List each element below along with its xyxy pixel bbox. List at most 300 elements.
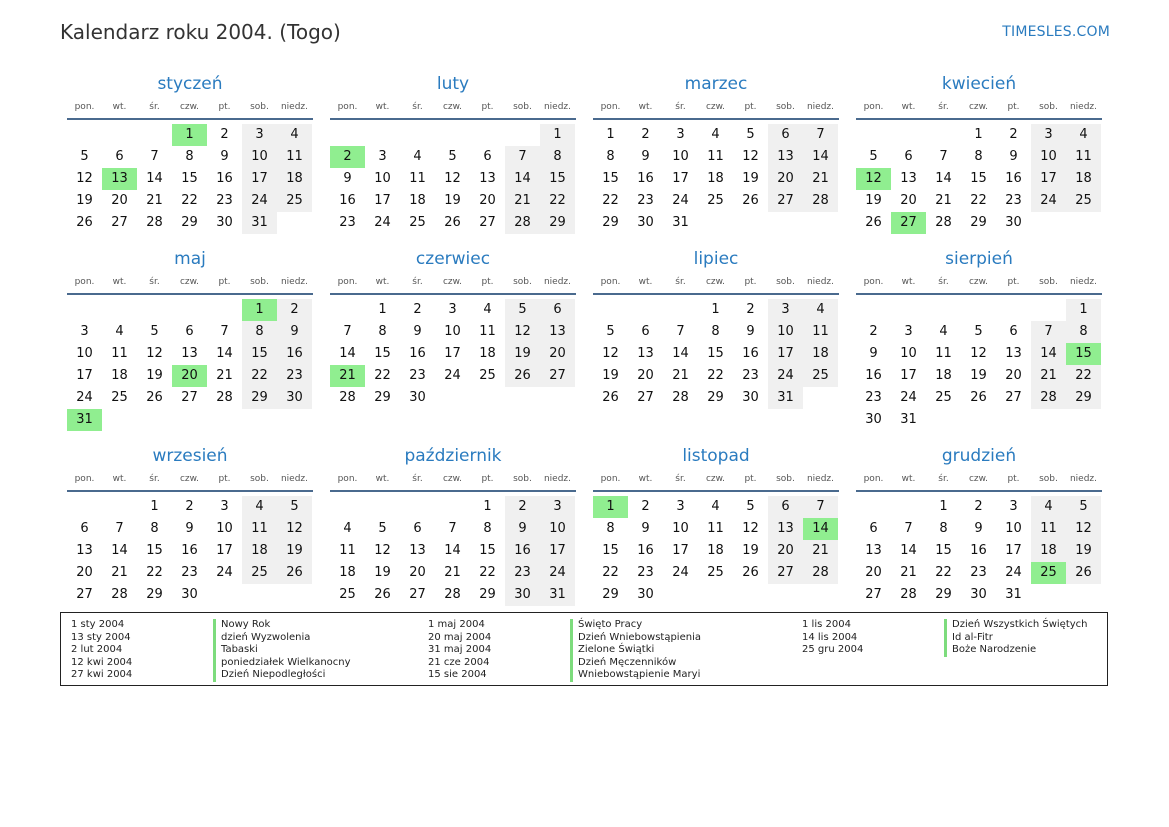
day-cell: 31 (768, 387, 803, 409)
day-cell: 7 (448, 521, 457, 536)
day-cell: 30 (277, 387, 312, 409)
day-cell: 10 (374, 171, 391, 186)
day-cell: 6 (904, 149, 913, 164)
day-cell: 22 (479, 565, 496, 580)
day-cell: 13 (540, 321, 575, 343)
empty-cell (102, 299, 137, 321)
weekday-label: pon. (600, 102, 621, 112)
day-cell: 1 (540, 124, 575, 146)
empty-cell (102, 496, 137, 518)
weekday-label: śr. (412, 277, 423, 287)
day-cell: 11 (479, 324, 496, 339)
legend-dates-column (802, 619, 863, 657)
day-cell: 25 (339, 587, 356, 602)
holiday-day-cell: 1 (242, 299, 277, 321)
day-cell: 20 (76, 565, 93, 580)
day-cell: 10 (444, 324, 461, 339)
day-cell: 13 (900, 171, 917, 186)
day-cell: 12 (742, 149, 759, 164)
day-cell: 25 (707, 193, 724, 208)
day-cell: 19 (970, 368, 987, 383)
day-cell: 19 (277, 540, 312, 562)
empty-cell (856, 299, 891, 321)
day-cell: 10 (1031, 146, 1066, 168)
day-cell: 28 (216, 390, 233, 405)
weekday-label: pon. (337, 474, 358, 484)
legend-date: 1 lis 2004 (802, 619, 851, 630)
day-cell: 16 (637, 171, 654, 186)
day-cell: 23 (865, 390, 882, 405)
day-cell: 4 (483, 302, 492, 317)
day-cell: 5 (1066, 496, 1101, 518)
day-grid (330, 299, 576, 409)
day-cell: 7 (343, 324, 352, 339)
day-cell: 24 (672, 565, 689, 580)
legend-date: 12 kwi 2004 (71, 656, 133, 668)
day-cell: 7 (150, 149, 159, 164)
weekday-header (856, 271, 1102, 295)
day-cell: 28 (111, 587, 128, 602)
day-cell: 18 (339, 565, 356, 580)
day-cell: 23 (1005, 193, 1022, 208)
day-cell: 27 (768, 190, 803, 212)
day-cell: 3 (904, 324, 913, 339)
day-cell: 7 (115, 521, 124, 536)
day-cell: 11 (803, 321, 838, 343)
day-grid (67, 124, 313, 234)
day-cell: 28 (1031, 387, 1066, 409)
month-name: luty (436, 74, 470, 94)
day-cell: 29 (602, 215, 619, 230)
day-cell: 12 (146, 346, 163, 361)
month-calendar (856, 444, 1102, 606)
day-cell: 27 (865, 587, 882, 602)
empty-cell (67, 124, 102, 146)
day-cell: 17 (444, 346, 461, 361)
day-cell: 8 (1066, 321, 1101, 343)
day-cell: 2 (974, 499, 983, 514)
day-cell: 22 (602, 193, 619, 208)
weekday-label: śr. (938, 277, 949, 287)
day-cell: 22 (707, 368, 724, 383)
day-cell: 21 (1031, 365, 1066, 387)
day-cell: 2 (185, 499, 194, 514)
weekday-label: sob. (776, 277, 795, 287)
day-cell: 9 (641, 149, 650, 164)
legend-date: 21 cze 2004 (428, 656, 490, 668)
day-cell: 2 (641, 499, 650, 514)
day-cell: 4 (803, 299, 838, 321)
day-grid (593, 299, 839, 409)
day-cell: 13 (637, 346, 654, 361)
day-cell: 10 (540, 518, 575, 540)
empty-cell (137, 124, 172, 146)
weekday-label: pt. (744, 102, 757, 112)
month-calendar (593, 444, 839, 606)
day-cell: 21 (216, 368, 233, 383)
empty-cell (102, 124, 137, 146)
legend-holiday-name: Dzień Wniebowstąpienia (570, 632, 701, 645)
day-cell: 1 (711, 302, 720, 317)
day-cell: 18 (935, 368, 952, 383)
day-cell: 19 (374, 565, 391, 580)
day-cell: 12 (970, 346, 987, 361)
day-cell: 14 (672, 346, 689, 361)
day-cell: 11 (277, 146, 312, 168)
day-cell: 17 (768, 343, 803, 365)
weekday-label: niedz. (806, 277, 835, 287)
month-calendar (330, 247, 576, 409)
month-name: listopad (682, 446, 750, 466)
weekday-label: czw. (179, 277, 200, 287)
month-calendar (856, 247, 1102, 431)
day-cell: 10 (672, 521, 689, 536)
legend-date: 15 sie 2004 (428, 669, 487, 681)
day-cell: 28 (803, 190, 838, 212)
weekday-label: śr. (675, 474, 686, 484)
day-cell: 13 (409, 543, 426, 558)
month-name: czerwiec (415, 249, 491, 269)
day-cell: 20 (900, 193, 917, 208)
legend-holiday-name: Wniebowstąpienie Maryi (570, 669, 701, 682)
day-cell: 13 (768, 518, 803, 540)
month-name: maj (174, 249, 206, 269)
day-cell: 1 (378, 302, 387, 317)
day-cell: 5 (378, 521, 387, 536)
holiday-day-cell: 1 (593, 496, 628, 518)
day-cell: 8 (378, 324, 387, 339)
day-cell: 19 (602, 368, 619, 383)
empty-cell (330, 496, 365, 518)
day-cell: 29 (602, 587, 619, 602)
day-cell: 8 (150, 521, 159, 536)
day-cell: 30 (216, 215, 233, 230)
weekday-header (67, 96, 313, 120)
day-cell: 5 (746, 127, 755, 142)
day-cell: 9 (343, 171, 352, 186)
weekday-label: wt. (375, 277, 390, 287)
month-calendar (67, 247, 313, 431)
empty-cell (891, 496, 926, 518)
weekday-label: wt. (638, 102, 653, 112)
day-cell: 7 (1031, 321, 1066, 343)
weekday-label: niedz. (806, 474, 835, 484)
day-cell: 5 (150, 324, 159, 339)
day-cell: 6 (483, 149, 492, 164)
day-cell: 7 (505, 146, 540, 168)
weekday-label: śr. (412, 474, 423, 484)
day-cell: 6 (185, 324, 194, 339)
day-cell: 12 (76, 171, 93, 186)
day-cell: 24 (374, 215, 391, 230)
day-cell: 29 (242, 387, 277, 409)
day-cell: 21 (111, 565, 128, 580)
day-cell: 29 (181, 215, 198, 230)
day-cell: 5 (448, 149, 457, 164)
day-cell: 12 (742, 521, 759, 536)
day-grid (330, 124, 576, 234)
day-cell: 3 (768, 299, 803, 321)
empty-cell (926, 124, 961, 146)
weekday-label: czw. (968, 474, 989, 484)
day-cell: 10 (768, 321, 803, 343)
day-cell: 29 (374, 390, 391, 405)
day-cell: 30 (181, 587, 198, 602)
day-cell: 13 (865, 543, 882, 558)
holiday-day-cell: 25 (1031, 562, 1066, 584)
weekday-header (330, 271, 576, 295)
day-cell: 2 (505, 496, 540, 518)
brand-link[interactable]: TIMESLES.COM (1002, 24, 1110, 40)
day-cell: 12 (602, 346, 619, 361)
day-cell: 1 (150, 499, 159, 514)
empty-cell (505, 124, 540, 146)
day-cell: 13 (76, 543, 93, 558)
day-cell: 9 (1009, 149, 1018, 164)
day-cell: 16 (216, 171, 233, 186)
legend-names-column (213, 619, 351, 682)
day-cell: 28 (505, 212, 540, 234)
legend-date: 2 lut 2004 (71, 644, 123, 656)
day-cell: 3 (676, 127, 685, 142)
day-cell: 26 (505, 365, 540, 387)
day-cell: 4 (242, 496, 277, 518)
day-cell: 8 (540, 146, 575, 168)
day-cell: 21 (444, 565, 461, 580)
day-cell: 9 (220, 149, 229, 164)
weekday-label: śr. (675, 102, 686, 112)
month-name: grudzień (941, 446, 1017, 466)
holiday-day-cell: 13 (102, 168, 137, 190)
day-cell: 23 (277, 365, 312, 387)
day-cell: 15 (602, 171, 619, 186)
day-cell: 9 (869, 346, 878, 361)
day-cell: 6 (768, 124, 803, 146)
day-cell: 19 (444, 193, 461, 208)
day-cell: 8 (483, 521, 492, 536)
day-cell: 31 (242, 212, 277, 234)
weekday-label: pon. (863, 277, 884, 287)
weekday-label: sob. (776, 474, 795, 484)
day-cell: 12 (277, 518, 312, 540)
weekday-label: wt. (901, 277, 916, 287)
day-cell: 19 (505, 343, 540, 365)
day-cell: 15 (181, 171, 198, 186)
weekday-label: sob. (250, 277, 269, 287)
empty-cell (996, 299, 1031, 321)
empty-cell (926, 299, 961, 321)
day-cell: 17 (1005, 543, 1022, 558)
day-cell: 24 (768, 365, 803, 387)
day-cell: 26 (742, 565, 759, 580)
day-cell: 23 (742, 368, 759, 383)
day-cell: 18 (479, 346, 496, 361)
day-cell: 14 (1031, 343, 1066, 365)
month-calendar (856, 72, 1102, 234)
day-cell: 22 (602, 565, 619, 580)
weekday-label: niedz. (1069, 474, 1098, 484)
legend-holiday-name: Id al-Fitr (944, 632, 1088, 645)
day-cell: 28 (803, 562, 838, 584)
day-cell: 2 (1009, 127, 1018, 142)
day-cell: 30 (637, 215, 654, 230)
weekday-label: pt. (1007, 277, 1020, 287)
holiday-day-cell: 1 (172, 124, 207, 146)
weekday-label: śr. (412, 102, 423, 112)
day-cell: 5 (869, 149, 878, 164)
day-cell: 25 (803, 365, 838, 387)
day-cell: 6 (115, 149, 124, 164)
legend-holiday-name: Dzień Niepodległości (213, 669, 351, 682)
weekday-label: czw. (179, 102, 200, 112)
day-cell: 26 (146, 390, 163, 405)
day-cell: 25 (707, 565, 724, 580)
holiday-day-cell: 12 (856, 168, 891, 190)
weekday-label: śr. (938, 102, 949, 112)
weekday-label: pon. (863, 474, 884, 484)
day-cell: 15 (707, 346, 724, 361)
day-cell: 11 (1031, 518, 1066, 540)
month-calendar (67, 444, 313, 606)
empty-cell (891, 124, 926, 146)
day-cell: 6 (413, 521, 422, 536)
legend-holiday-name: Boże Narodzenie (944, 644, 1088, 657)
legend-dates-column (428, 619, 491, 682)
weekday-label: pt. (481, 474, 494, 484)
weekday-label: czw. (179, 474, 200, 484)
day-cell: 25 (935, 390, 952, 405)
day-cell: 23 (339, 215, 356, 230)
day-cell: 20 (637, 368, 654, 383)
weekday-label: sob. (513, 474, 532, 484)
day-cell: 18 (242, 540, 277, 562)
weekday-label: pt. (481, 277, 494, 287)
day-cell: 20 (409, 565, 426, 580)
day-cell: 6 (869, 521, 878, 536)
weekday-label: niedz. (1069, 277, 1098, 287)
month-name: kwiecień (941, 74, 1017, 94)
day-cell: 31 (540, 584, 575, 606)
day-cell: 25 (409, 215, 426, 230)
weekday-header (330, 468, 576, 492)
weekday-label: pon. (74, 277, 95, 287)
empty-cell (137, 299, 172, 321)
weekday-header (67, 468, 313, 492)
month-calendar (330, 444, 576, 606)
weekday-label: sob. (513, 102, 532, 112)
holiday-day-cell: 2 (330, 146, 365, 168)
weekday-header (593, 96, 839, 120)
day-cell: 18 (707, 171, 724, 186)
weekday-label: czw. (705, 277, 726, 287)
day-cell: 19 (76, 193, 93, 208)
empty-cell (365, 124, 400, 146)
day-cell: 8 (974, 149, 983, 164)
weekday-header (856, 96, 1102, 120)
weekday-label: wt. (375, 102, 390, 112)
day-cell: 4 (1031, 496, 1066, 518)
weekday-label: pon. (337, 102, 358, 112)
empty-cell (400, 124, 435, 146)
empty-cell (593, 299, 628, 321)
weekday-label: pon. (74, 474, 95, 484)
day-cell: 10 (216, 521, 233, 536)
legend-holiday-name: Tabaski (213, 644, 351, 657)
day-cell: 8 (711, 324, 720, 339)
empty-cell (172, 299, 207, 321)
day-cell: 9 (277, 321, 312, 343)
day-cell: 15 (242, 343, 277, 365)
day-cell: 17 (1031, 168, 1066, 190)
weekday-label: wt. (638, 474, 653, 484)
weekday-label: niedz. (280, 102, 309, 112)
day-cell: 26 (277, 562, 312, 584)
weekday-label: wt. (112, 474, 127, 484)
day-cell: 14 (216, 346, 233, 361)
day-cell: 10 (1005, 521, 1022, 536)
day-cell: 29 (707, 390, 724, 405)
weekday-label: czw. (705, 102, 726, 112)
month-calendar (593, 247, 839, 409)
month-name: październik (404, 446, 502, 466)
weekday-header (330, 96, 576, 120)
weekday-label: śr. (149, 277, 160, 287)
weekday-label: pt. (218, 277, 231, 287)
legend-holiday-name: Nowy Rok (213, 619, 351, 632)
day-cell: 28 (900, 587, 917, 602)
weekday-label: wt. (638, 277, 653, 287)
day-cell: 16 (409, 346, 426, 361)
weekday-label: pt. (1007, 474, 1020, 484)
weekday-label: czw. (442, 277, 463, 287)
legend-holiday-name: Dzień Wszystkich Świętych (944, 619, 1088, 632)
day-cell: 30 (505, 584, 540, 606)
day-cell: 5 (80, 149, 89, 164)
month-name: marzec (684, 74, 748, 94)
empty-cell (470, 124, 505, 146)
day-cell: 25 (479, 368, 496, 383)
empty-cell (856, 496, 891, 518)
day-cell: 2 (277, 299, 312, 321)
empty-cell (400, 496, 435, 518)
day-cell: 7 (803, 124, 838, 146)
day-grid (67, 496, 313, 606)
day-cell: 11 (242, 518, 277, 540)
day-grid (856, 124, 1102, 234)
day-cell: 29 (970, 215, 987, 230)
weekday-label: pt. (744, 474, 757, 484)
day-cell: 15 (540, 168, 575, 190)
empty-cell (663, 299, 698, 321)
day-cell: 10 (76, 346, 93, 361)
day-cell: 11 (707, 149, 724, 164)
legend-holiday-name: Dzień Męczenników (570, 657, 701, 670)
legend-date: 1 sty 2004 (71, 619, 125, 630)
day-cell: 27 (1005, 390, 1022, 405)
day-cell: 16 (181, 543, 198, 558)
day-cell: 3 (540, 496, 575, 518)
day-cell: 30 (637, 587, 654, 602)
day-cell: 14 (111, 543, 128, 558)
weekday-label: wt. (112, 102, 127, 112)
day-cell: 8 (606, 521, 615, 536)
day-cell: 9 (746, 324, 755, 339)
day-cell: 19 (865, 193, 882, 208)
day-cell: 26 (76, 215, 93, 230)
day-cell: 1 (974, 127, 983, 142)
day-cell: 28 (935, 215, 952, 230)
day-cell: 10 (242, 146, 277, 168)
